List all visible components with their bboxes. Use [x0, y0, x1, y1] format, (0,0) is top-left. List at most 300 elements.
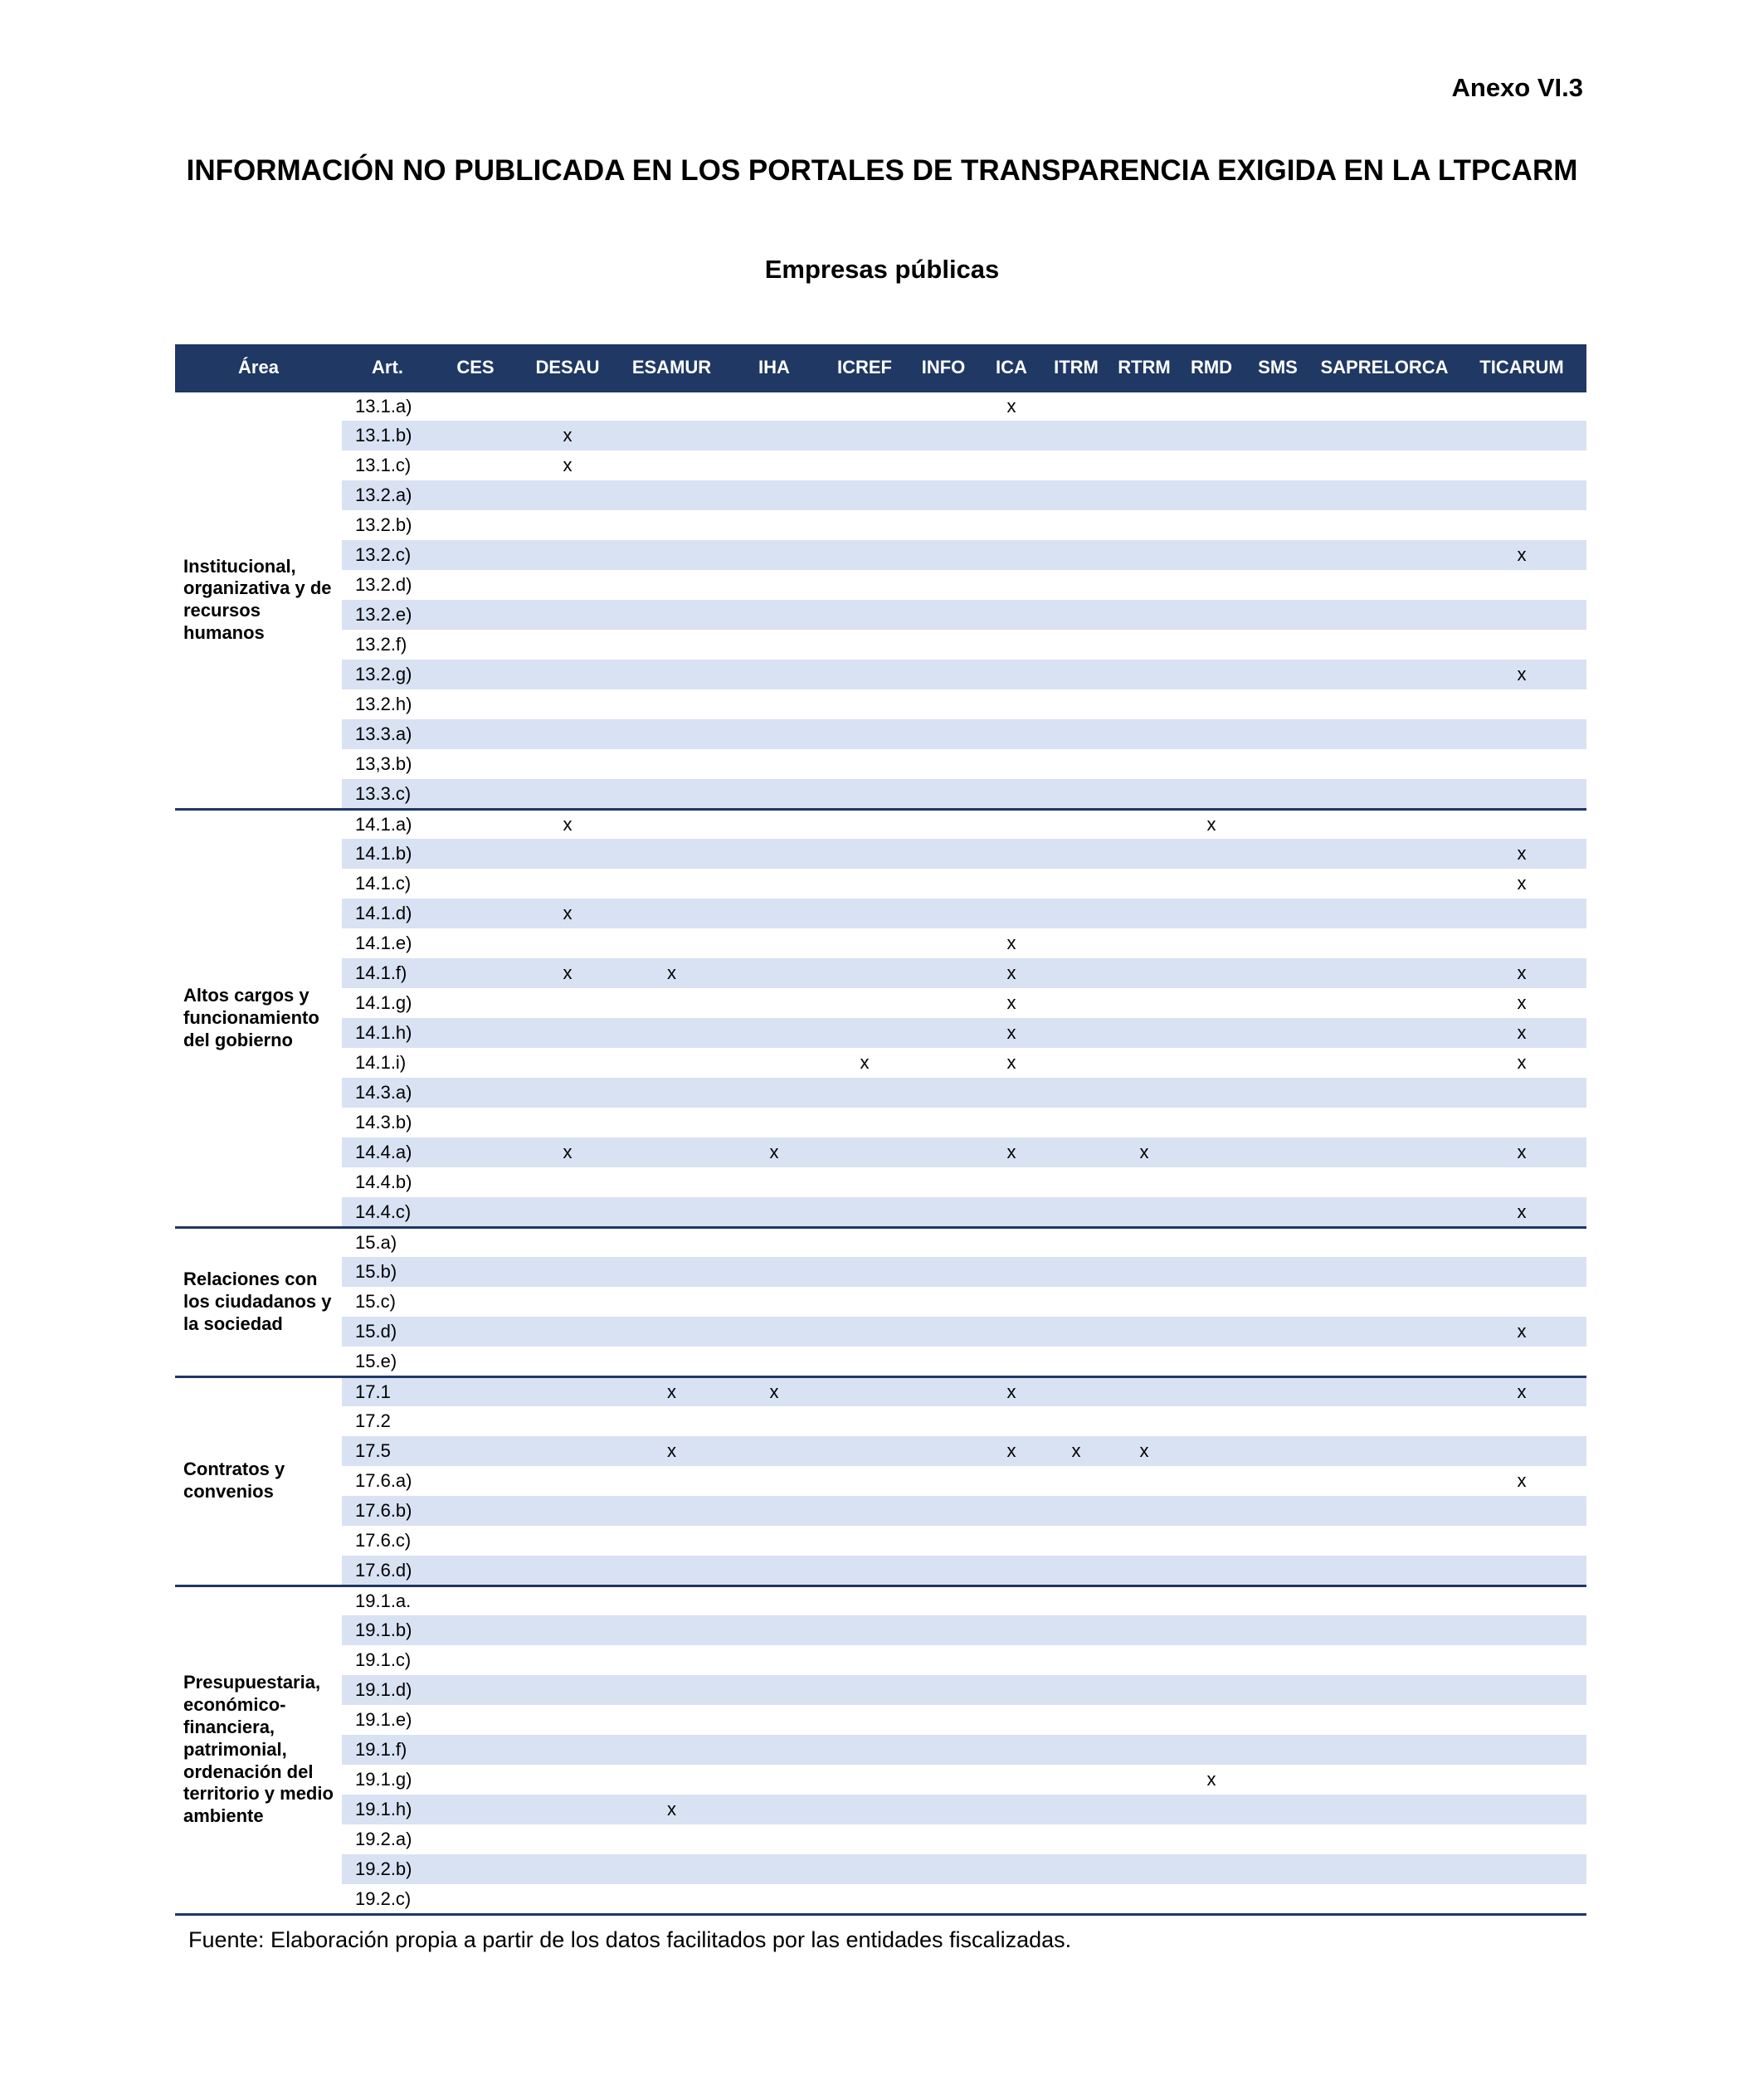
mark-cell-saprelorca [1312, 1824, 1457, 1854]
article-label: 19.1.f) [342, 1735, 433, 1765]
mark-cell-ica: x [980, 1376, 1043, 1406]
mark-cell-info [907, 630, 980, 660]
mark-cell-ticarum [1457, 1287, 1586, 1317]
article-label: 14.1.f) [342, 958, 433, 988]
mark-cell-iha [726, 1227, 822, 1257]
mark-cell-icref [822, 869, 907, 899]
mark-cell-iha [726, 1167, 822, 1197]
mark-cell-rtrm [1109, 660, 1179, 689]
mark-cell-esamur [617, 1735, 726, 1765]
column-header-itrm: ITRM [1043, 344, 1109, 391]
mark-cell-info [907, 1018, 980, 1048]
mark-cell-ticarum: x [1457, 1197, 1586, 1227]
mark-cell-itrm [1043, 1884, 1109, 1914]
mark-cell-desau [518, 660, 617, 689]
mark-cell-desau [518, 869, 617, 899]
mark-cell-sms [1244, 1615, 1312, 1645]
mark-cell-saprelorca [1312, 630, 1457, 660]
mark-cell-info [907, 1854, 980, 1884]
mark-cell-saprelorca [1312, 779, 1457, 809]
mark-cell-ticarum [1457, 809, 1586, 839]
mark-cell-info [907, 510, 980, 540]
mark-cell-saprelorca [1312, 1257, 1457, 1287]
article-label: 13.2.b) [342, 510, 433, 540]
article-label: 19.1.d) [342, 1675, 433, 1705]
mark-cell-ica [980, 660, 1043, 689]
column-header-info: INFO [907, 344, 980, 391]
mark-cell-icref [822, 1496, 907, 1526]
mark-cell-desau [518, 839, 617, 869]
mark-cell-itrm [1043, 749, 1109, 779]
mark-cell-itrm [1043, 1824, 1109, 1854]
mark-cell-ticarum: x [1457, 988, 1586, 1018]
mark-cell-ica [980, 1675, 1043, 1705]
mark-cell-ces [433, 1735, 518, 1765]
mark-cell-ces [433, 1824, 518, 1854]
mark-cell-ticarum [1457, 1824, 1586, 1854]
mark-cell-sms [1244, 1496, 1312, 1526]
mark-cell-sms [1244, 1854, 1312, 1884]
mark-cell-iha [726, 928, 822, 958]
mark-cell-ces [433, 540, 518, 570]
mark-cell-ticarum [1457, 1526, 1586, 1556]
mark-cell-ica [980, 719, 1043, 749]
mark-cell-ces [433, 1227, 518, 1257]
mark-cell-rmd [1179, 1108, 1244, 1137]
mark-cell-iha [726, 1884, 822, 1914]
mark-cell-ces [433, 958, 518, 988]
mark-cell-info [907, 1227, 980, 1257]
mark-cell-desau [518, 1287, 617, 1317]
mark-cell-desau [518, 510, 617, 540]
mark-cell-info [907, 570, 980, 600]
mark-cell-icref [822, 1376, 907, 1406]
article-label: 13.2.h) [342, 689, 433, 719]
mark-cell-esamur [617, 1078, 726, 1108]
table-row [175, 451, 1586, 480]
mark-cell-info [907, 1705, 980, 1735]
source-note: Fuente: Elaboración propia a partir de los datos facilitados por las entidades fiscalizadas. [188, 1926, 1072, 1952]
mark-cell-sms [1244, 839, 1312, 869]
mark-cell-ica [980, 1824, 1043, 1854]
mark-cell-rmd [1179, 480, 1244, 510]
mark-cell-ticarum [1457, 480, 1586, 510]
mark-cell-rtrm [1109, 1854, 1179, 1884]
mark-cell-rmd [1179, 1615, 1244, 1645]
mark-cell-rmd [1179, 1197, 1244, 1227]
mark-cell-info [907, 1765, 980, 1795]
table-row [175, 1615, 1586, 1645]
mark-cell-desau [518, 1048, 617, 1078]
article-label: 13.1.a) [342, 391, 433, 421]
mark-cell-rmd [1179, 988, 1244, 1018]
mark-cell-icref [822, 1705, 907, 1735]
mark-cell-rtrm [1109, 719, 1179, 749]
mark-cell-esamur [617, 1615, 726, 1645]
table-row [175, 958, 1586, 988]
mark-cell-sms [1244, 570, 1312, 600]
mark-cell-ica [980, 839, 1043, 869]
mark-cell-saprelorca [1312, 1615, 1457, 1645]
mark-cell-ticarum [1457, 689, 1586, 719]
article-label: 13,3.b) [342, 749, 433, 779]
mark-cell-info [907, 809, 980, 839]
mark-cell-sms [1244, 1884, 1312, 1914]
article-label: 14.1.h) [342, 1018, 433, 1048]
mark-cell-ticarum [1457, 1615, 1586, 1645]
mark-cell-ces [433, 1347, 518, 1376]
mark-cell-saprelorca [1312, 899, 1457, 928]
article-label: 13.2.g) [342, 660, 433, 689]
mark-cell-desau [518, 1018, 617, 1048]
column-header-desau: DESAU [518, 344, 617, 391]
mark-cell-rmd [1179, 1824, 1244, 1854]
mark-cell-ticarum: x [1457, 1048, 1586, 1078]
mark-cell-saprelorca [1312, 1795, 1457, 1824]
mark-cell-info [907, 1048, 980, 1078]
mark-cell-saprelorca [1312, 1556, 1457, 1585]
mark-cell-ica [980, 869, 1043, 899]
mark-cell-saprelorca [1312, 1585, 1457, 1615]
table-row [175, 899, 1586, 928]
mark-cell-ticarum [1457, 1496, 1586, 1526]
mark-cell-icref [822, 1078, 907, 1108]
mark-cell-icref [822, 928, 907, 958]
mark-cell-desau [518, 1078, 617, 1108]
table-row [175, 510, 1586, 540]
mark-cell-icref [822, 719, 907, 749]
mark-cell-itrm [1043, 1227, 1109, 1257]
mark-cell-info [907, 1824, 980, 1854]
mark-cell-icref [822, 958, 907, 988]
table-row [175, 1048, 1586, 1078]
mark-cell-rmd [1179, 1137, 1244, 1167]
mark-cell-esamur [617, 1257, 726, 1287]
mark-cell-iha [726, 1854, 822, 1884]
mark-cell-desau [518, 928, 617, 958]
table-row [175, 749, 1586, 779]
article-label: 13.3.a) [342, 719, 433, 749]
mark-cell-ticarum: x [1457, 660, 1586, 689]
mark-cell-itrm [1043, 480, 1109, 510]
mark-cell-ica: x [980, 958, 1043, 988]
mark-cell-esamur [617, 1496, 726, 1526]
area-label-presupuestaria-economico: Presupuestaria, económico-financiera, patrimonial, ordenación del territorio y medio ambiente [175, 1585, 342, 1914]
mark-cell-rmd [1179, 1317, 1244, 1347]
mark-cell-rtrm [1109, 1496, 1179, 1526]
mark-cell-sms [1244, 451, 1312, 480]
mark-cell-ticarum [1457, 1167, 1586, 1197]
mark-cell-rmd [1179, 1466, 1244, 1496]
article-label: 13.2.a) [342, 480, 433, 510]
mark-cell-ces [433, 480, 518, 510]
article-label: 14.3.a) [342, 1078, 433, 1108]
table-row [175, 660, 1586, 689]
mark-cell-ticarum [1457, 510, 1586, 540]
mark-cell-saprelorca [1312, 1675, 1457, 1705]
mark-cell-esamur [617, 1765, 726, 1795]
mark-cell-saprelorca [1312, 1078, 1457, 1108]
table-row [175, 1317, 1586, 1347]
mark-cell-iha [726, 1436, 822, 1466]
mark-cell-iha [726, 839, 822, 869]
table-row [175, 1347, 1586, 1376]
mark-cell-desau [518, 1824, 617, 1854]
mark-cell-esamur [617, 510, 726, 540]
table-row [175, 1227, 1586, 1257]
mark-cell-info [907, 1556, 980, 1585]
mark-cell-iha [726, 1078, 822, 1108]
mark-cell-ticarum [1457, 1257, 1586, 1287]
mark-cell-icref [822, 809, 907, 839]
mark-cell-ica [980, 1526, 1043, 1556]
mark-cell-rmd: x [1179, 1765, 1244, 1795]
article-label: 19.1.c) [342, 1645, 433, 1675]
mark-cell-saprelorca [1312, 839, 1457, 869]
mark-cell-sms [1244, 600, 1312, 630]
mark-cell-info [907, 1675, 980, 1705]
mark-cell-iha [726, 809, 822, 839]
article-label: 15.e) [342, 1347, 433, 1376]
mark-cell-desau [518, 1108, 617, 1137]
mark-cell-saprelorca [1312, 1884, 1457, 1914]
mark-cell-rmd [1179, 899, 1244, 928]
mark-cell-ica [980, 570, 1043, 600]
mark-cell-ces [433, 421, 518, 451]
mark-cell-ces [433, 899, 518, 928]
mark-cell-ces [433, 1167, 518, 1197]
mark-cell-iha [726, 1705, 822, 1735]
mark-cell-rmd [1179, 1167, 1244, 1197]
mark-cell-ica [980, 1317, 1043, 1347]
mark-cell-sms [1244, 928, 1312, 958]
mark-cell-info [907, 839, 980, 869]
mark-cell-sms [1244, 1347, 1312, 1376]
mark-cell-iha [726, 869, 822, 899]
article-label: 15.a) [342, 1227, 433, 1257]
mark-cell-ticarum [1457, 570, 1586, 600]
mark-cell-itrm [1043, 1048, 1109, 1078]
mark-cell-rtrm [1109, 1735, 1179, 1765]
column-header-art: Art. [342, 344, 433, 391]
mark-cell-rtrm [1109, 1376, 1179, 1406]
mark-cell-ces [433, 1078, 518, 1108]
mark-cell-ces [433, 1884, 518, 1914]
mark-cell-rmd [1179, 660, 1244, 689]
mark-cell-rmd [1179, 451, 1244, 480]
mark-cell-desau [518, 1585, 617, 1615]
mark-cell-sms [1244, 1556, 1312, 1585]
mark-cell-desau: x [518, 809, 617, 839]
mark-cell-rmd [1179, 1884, 1244, 1914]
article-label: 17.6.c) [342, 1526, 433, 1556]
mark-cell-esamur [617, 689, 726, 719]
mark-cell-ica: x [980, 391, 1043, 421]
mark-cell-itrm [1043, 1556, 1109, 1585]
mark-cell-itrm [1043, 1347, 1109, 1376]
mark-cell-iha [726, 1048, 822, 1078]
mark-cell-saprelorca [1312, 958, 1457, 988]
mark-cell-rtrm [1109, 1615, 1179, 1645]
mark-cell-rmd [1179, 749, 1244, 779]
mark-cell-icref [822, 510, 907, 540]
mark-cell-rtrm [1109, 570, 1179, 600]
mark-cell-ticarum [1457, 928, 1586, 958]
mark-cell-saprelorca [1312, 1018, 1457, 1048]
article-label: 17.5 [342, 1436, 433, 1466]
mark-cell-info [907, 1167, 980, 1197]
mark-cell-rmd [1179, 1675, 1244, 1705]
mark-cell-info [907, 1257, 980, 1287]
mark-cell-itrm [1043, 1197, 1109, 1227]
mark-cell-iha: x [726, 1137, 822, 1167]
mark-cell-desau [518, 1526, 617, 1556]
mark-cell-rmd [1179, 421, 1244, 451]
mark-cell-info [907, 660, 980, 689]
mark-cell-esamur [617, 1167, 726, 1197]
mark-cell-icref: x [822, 1048, 907, 1078]
table-row [175, 600, 1586, 630]
mark-cell-saprelorca [1312, 1287, 1457, 1317]
mark-cell-itrm [1043, 660, 1109, 689]
mark-cell-ticarum [1457, 1705, 1586, 1735]
mark-cell-ticarum: x [1457, 1466, 1586, 1496]
mark-cell-iha [726, 570, 822, 600]
mark-cell-esamur [617, 1018, 726, 1048]
mark-cell-ticarum [1457, 749, 1586, 779]
mark-cell-rmd [1179, 510, 1244, 540]
mark-cell-ces [433, 1137, 518, 1167]
mark-cell-ticarum: x [1457, 869, 1586, 899]
mark-cell-rmd [1179, 1585, 1244, 1615]
mark-cell-ticarum [1457, 1406, 1586, 1436]
table-row [175, 869, 1586, 899]
article-label: 13.2.c) [342, 540, 433, 570]
mark-cell-sms [1244, 1735, 1312, 1765]
article-label: 13.2.e) [342, 600, 433, 630]
mark-cell-saprelorca [1312, 1347, 1457, 1376]
mark-cell-rtrm [1109, 480, 1179, 510]
article-label: 14.1.e) [342, 928, 433, 958]
mark-cell-iha [726, 421, 822, 451]
mark-cell-desau [518, 1765, 617, 1795]
mark-cell-iha [726, 1824, 822, 1854]
mark-cell-icref [822, 1675, 907, 1705]
mark-cell-icref [822, 1556, 907, 1585]
article-label: 14.3.b) [342, 1108, 433, 1137]
mark-cell-ica: x [980, 988, 1043, 1018]
table-row [175, 630, 1586, 660]
mark-cell-icref [822, 1466, 907, 1496]
mark-cell-saprelorca [1312, 1197, 1457, 1227]
column-header-area: Área [175, 344, 342, 391]
mark-cell-esamur [617, 988, 726, 1018]
mark-cell-itrm [1043, 689, 1109, 719]
mark-cell-rtrm [1109, 1257, 1179, 1287]
mark-cell-ticarum: x [1457, 1137, 1586, 1167]
mark-cell-info [907, 1376, 980, 1406]
table-row [175, 540, 1586, 570]
mark-cell-saprelorca [1312, 689, 1457, 719]
mark-cell-info [907, 1615, 980, 1645]
mark-cell-ica [980, 1167, 1043, 1197]
mark-cell-iha [726, 1556, 822, 1585]
mark-cell-rmd: x [1179, 809, 1244, 839]
mark-cell-itrm [1043, 1257, 1109, 1287]
mark-cell-desau: x [518, 451, 617, 480]
mark-cell-itrm [1043, 899, 1109, 928]
mark-cell-info [907, 1585, 980, 1615]
mark-cell-ticarum [1457, 600, 1586, 630]
mark-cell-sms [1244, 958, 1312, 988]
article-label: 17.6.b) [342, 1496, 433, 1526]
mark-cell-info [907, 1466, 980, 1496]
mark-cell-ica [980, 1197, 1043, 1227]
mark-cell-saprelorca [1312, 988, 1457, 1018]
mark-cell-itrm [1043, 1735, 1109, 1765]
mark-cell-esamur [617, 1197, 726, 1227]
mark-cell-saprelorca [1312, 1167, 1457, 1197]
mark-cell-rmd [1179, 1078, 1244, 1108]
mark-cell-ces [433, 510, 518, 540]
mark-cell-rtrm [1109, 1227, 1179, 1257]
mark-cell-rtrm [1109, 1884, 1179, 1914]
mark-cell-rmd [1179, 1227, 1244, 1257]
table-row [175, 689, 1586, 719]
mark-cell-ces [433, 1496, 518, 1526]
mark-cell-ica [980, 1765, 1043, 1795]
mark-cell-saprelorca [1312, 1227, 1457, 1257]
table-row [175, 1645, 1586, 1675]
mark-cell-ces [433, 1287, 518, 1317]
mark-cell-desau: x [518, 958, 617, 988]
mark-cell-ica [980, 1735, 1043, 1765]
mark-cell-ticarum [1457, 1585, 1586, 1615]
mark-cell-ces [433, 1526, 518, 1556]
mark-cell-info [907, 1645, 980, 1675]
mark-cell-iha [726, 988, 822, 1018]
mark-cell-iha [726, 749, 822, 779]
mark-cell-esamur [617, 869, 726, 899]
mark-cell-ticarum [1457, 1436, 1586, 1466]
mark-cell-sms [1244, 1018, 1312, 1048]
area-label-relaciones-con: Relaciones con los ciudadanos y la sociedad [175, 1227, 342, 1376]
mark-cell-itrm [1043, 1376, 1109, 1406]
mark-cell-itrm [1043, 600, 1109, 630]
mark-cell-icref [822, 1765, 907, 1795]
mark-cell-rmd [1179, 1406, 1244, 1436]
mark-cell-ica [980, 899, 1043, 928]
mark-cell-saprelorca [1312, 540, 1457, 570]
mark-cell-desau [518, 1376, 617, 1406]
area-label-altos-cargos: Altos cargos y funcionamiento del gobierno [175, 809, 342, 1227]
mark-cell-desau [518, 1795, 617, 1824]
mark-cell-ces [433, 1048, 518, 1078]
article-label: 13.3.c) [342, 779, 433, 809]
mark-cell-ica [980, 1884, 1043, 1914]
mark-cell-itrm [1043, 1526, 1109, 1556]
article-label: 14.1.g) [342, 988, 433, 1018]
mark-cell-esamur [617, 1526, 726, 1556]
mark-cell-iha [726, 719, 822, 749]
mark-cell-ces [433, 779, 518, 809]
mark-cell-ticarum: x [1457, 839, 1586, 869]
mark-cell-ica [980, 1854, 1043, 1884]
column-header-esamur: ESAMUR [617, 344, 726, 391]
mark-cell-saprelorca [1312, 1854, 1457, 1884]
mark-cell-rtrm [1109, 1765, 1179, 1795]
mark-cell-ces [433, 1018, 518, 1048]
